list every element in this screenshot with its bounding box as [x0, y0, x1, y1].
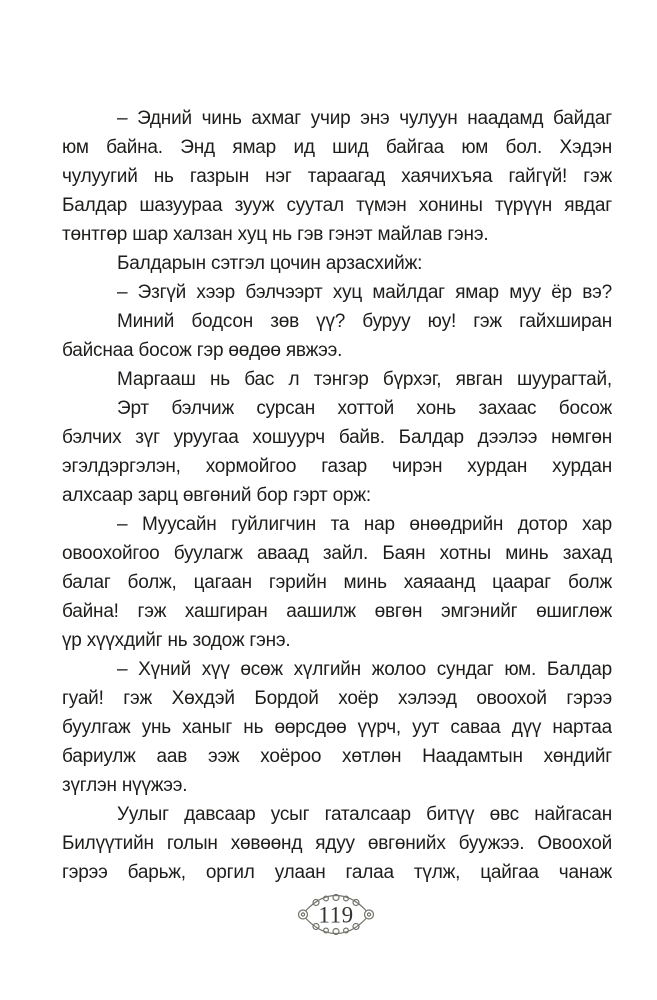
text-line: байна! гэж хашгиран аашилж өвгөн эмгэнийг өшиглөж — [62, 601, 612, 622]
text-line: чулуугий нь газрын нэг тараагад хаячихъяа гайгүй! гэж — [62, 166, 612, 187]
text-line: овоохойгоо буулагж аваад зайл. Баян хотны минь захад — [62, 543, 612, 564]
paragraph — [62, 104, 612, 249]
paragraph — [62, 365, 612, 394]
text-line: алхсаар зарц өвгөний бор гэрт орж: — [62, 485, 371, 506]
text-line: – Хүний хүү өсөж хүлгийн жолоо сундаг юм. Балдар — [117, 659, 612, 680]
text-line: – Муусайн гуйлигчин та нар өнөөдрийн дотор хар — [117, 514, 612, 535]
text-line: бариулж аав ээж хоёроо хөтлөн Наадамтын хөндийг — [62, 746, 612, 767]
paragraph — [62, 249, 612, 278]
paragraph — [62, 510, 612, 655]
text-line: юм байна. Энд ямар ид шид байгаа юм бол. Хэдэн — [62, 137, 612, 158]
text-line: – Эзгүй хээр бэлчээрт хуц майлдаг ямар муу ёр вэ? — [117, 282, 612, 303]
text-line: гэрээ барьж, оргил улаан галаа түлж, цайгаа чанаж — [62, 862, 612, 883]
paragraph — [62, 394, 612, 510]
text-line: Балдарын сэтгэл цочин арзасхийж: — [117, 253, 423, 274]
paragraph — [62, 800, 612, 887]
text-line: байснаа босож гэр өөдөө явжээ. — [62, 340, 343, 361]
text-line: балаг болж, цагаан гэрийн минь хаяаанд цаараг болж — [62, 572, 612, 593]
text-line: буулгаж унь ханыг нь өөрсдөө үүрч, уут саваа дүү нартаа — [62, 717, 612, 738]
text-line: Уулыг давсаар усыг гаталсаар битүү өвс найгасан — [117, 804, 612, 825]
text-line: эгэлдэргэлэн, хормойгоо газар чирэн хурдан хурдан — [62, 456, 612, 477]
text-line: үр хүүхдийг нь зодож гэнэ. — [62, 630, 291, 651]
text-line: Миний бодсон зөв үү? буруу юу! гэж гайхширан — [117, 311, 612, 332]
text-line: зүглэн нүүжээ. — [62, 775, 188, 796]
text-line: Эрт бэлчиж сурсан хоттой хонь захаас босож — [117, 398, 612, 419]
text-line: Балдар шазуураа зууж суутал түмэн хонины түрүүн явдаг — [62, 195, 612, 216]
text-line: Билүүтийн голын хөвөөнд ядуу өвгөнийх буужээ. Овоохой — [62, 833, 612, 854]
text-line: төнтгөр шар халзан хуц нь гэв гэнэт майлав гэнэ. — [62, 224, 489, 245]
page-number-ornament — [294, 891, 378, 938]
page-text — [62, 104, 612, 887]
text-line: – Эдний чинь ахмаг учир энэ чулуун наадамд байдаг — [117, 108, 612, 129]
text-line: Маргааш нь бас л тэнгэр бүрхэг, явган шуурагтай, — [117, 369, 612, 390]
ornament-flourish — [294, 891, 378, 938]
paragraph — [62, 307, 612, 365]
page-number: 119 — [318, 902, 354, 928]
paragraph — [62, 278, 612, 307]
text-line: гуай! гэж Хөхдэй Бордой хоёр хэлээд овоохой гэрээ — [62, 688, 612, 709]
paragraph — [62, 655, 612, 800]
text-line: бэлчих зүг уруугаа хошуурч байв. Балдар дээлээ нөмгөн — [62, 427, 612, 448]
